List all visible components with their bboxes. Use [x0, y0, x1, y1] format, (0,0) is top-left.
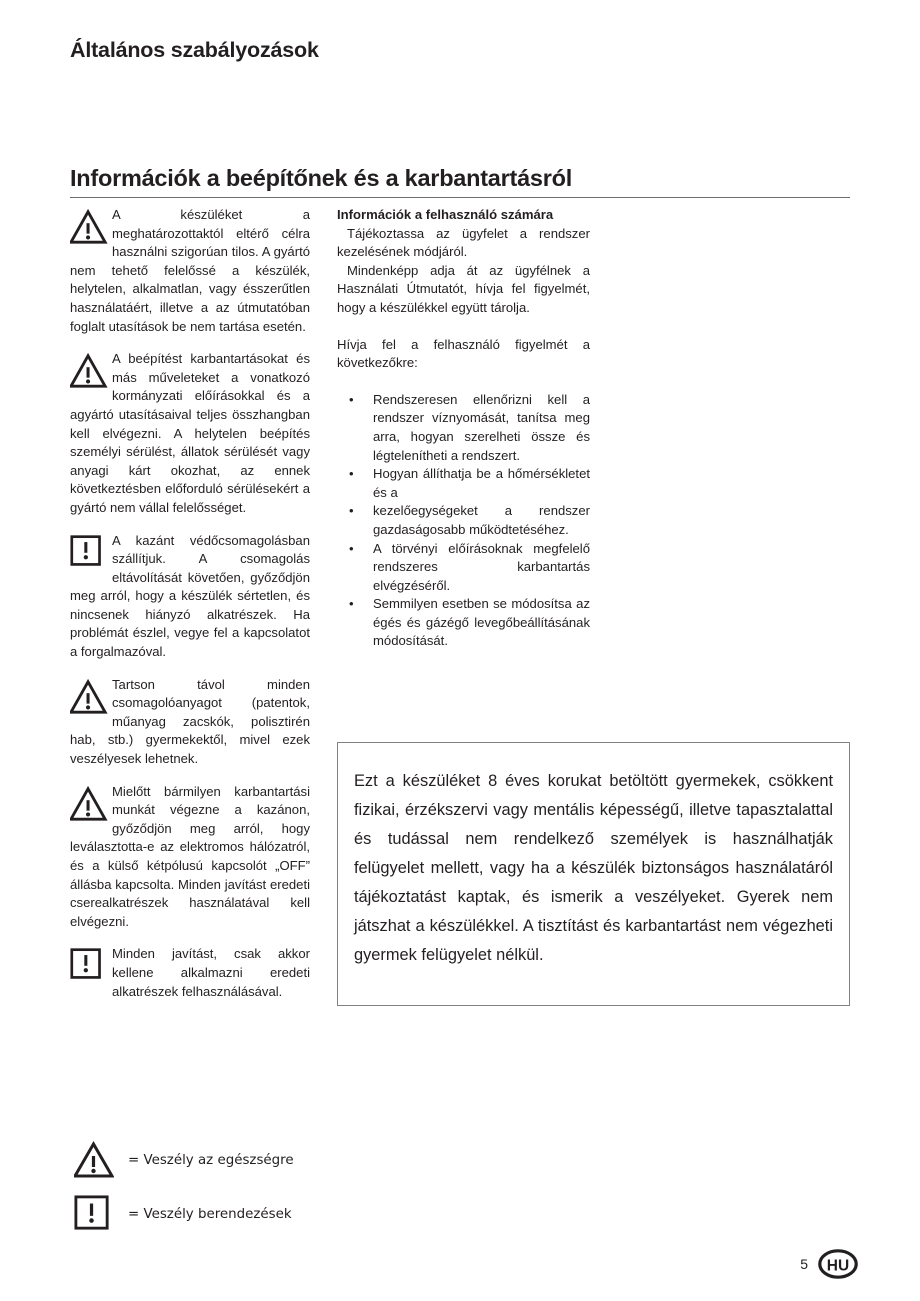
warning-triangle-icon [74, 1141, 114, 1179]
warning-paragraph [70, 945, 310, 1001]
legend-row-health-hazard [74, 1138, 494, 1182]
page-title: Információk a beépítőnek és a karbantartásról [70, 165, 573, 191]
paragraph-text: A beépítést karbantartásokat és más műveleteket a vonatkozó kormányzati előírásokkal és a agyártó utasításaival teljes összhangban kell elvégezni. A helytelen beépítés személyi sérülést, állatok sérülését vagy anyagi kárt okozhat, az ennek következtésben előforduló sérülésekért a gyártó nem vállal felelősséget. [70, 351, 310, 515]
paragraph-text: A kazánt védőcsomagolásban szállítjuk. A csomagolás eltávolítását követően, győződjön meg arról, hogy a készülék sértetlen, és nincsenek hiányzó alkatrészek. Ha problémát észlel, vegye fel a kapcsolatot a forgalmazóval. [70, 532, 310, 660]
title-divider [70, 197, 850, 198]
icon-legend [74, 1138, 494, 1246]
warning-triangle-icon [70, 352, 108, 390]
user-information-bullet-list [337, 391, 590, 651]
right-column-heading: Információk a felhasználó számára [337, 207, 554, 222]
paragraph-text: Minden javítást, csak akkor kellene alkalmazni eredeti alkatrészek felhasználásával. [112, 946, 310, 999]
list-item: • kezelőegységeket a rendszer gazdaságosabb működtetéséhez. [337, 502, 590, 539]
legend-label: = Veszély az egészségre [128, 1152, 294, 1168]
warning-triangle-icon [70, 785, 108, 823]
right-column-paragraph: Tájékoztassa az ügyfelet a rendszer kezelésének módjáról. [337, 225, 590, 260]
page-number: 5 [800, 1256, 808, 1272]
safety-note-text: Ezt a készüléket 8 éves korukat betöltött gyermekek, csökkent fizikai, érzékszervi vagy mentális képességű, illetve tapasztalattal és tudással nem rendelkező személyek is használhatják felügyelet mellett, vagy ha a készülék biztonságos használatáról tájékoztatást kaptak, és ismerik a veszélyeket. Gyerek nem játszhat a készülékkel. A tisztítást és karbantartást nem végezheti gyermek felügyelet nélkül. [354, 772, 833, 964]
paragraph-spacer [337, 318, 590, 336]
right-column-paragraph: Mindenképp adja át az ügyfélnek a Használati Útmutatót, hívja fel figyelmét, hogy a készülékkel együtt tárolja. [337, 262, 590, 315]
paragraph-text: Mielőtt bármilyen karbantartási munkát végezne a kazánon, győződjön meg arról, hogy leválasztotta-e az elektromos hálózatról, és a külső kétpólusú kapcsolót „OFF” állásba kapcsolta. Minden javítást eredeti cserealkatrészek használatával kell elvégezni. [70, 783, 310, 929]
right-column [337, 206, 590, 651]
bullet-list-intro: Hívja fel a felhasználó figyelmét a következőkre: [337, 336, 590, 371]
warning-paragraph [70, 532, 310, 662]
svg-text:HU: HU [826, 1257, 850, 1275]
list-item: • Rendszeresen ellenőrizni kell a rendszer víznyomását, tanítsa meg arra, hogyan szerelheti össze és légtelenítheti a rendszert. [337, 391, 590, 465]
paragraph-text: Tartson távol minden csomagolóanyagot (patentok, műanyag zacskók, polisztirén hab, stb.) gyermekektől, mivel ezek veszélyesek lehetnek. [70, 676, 310, 767]
list-item: • Semmilyen esetben se módosítsa az égés és gázégő levegőbeállításának módosítását. [337, 595, 590, 651]
warning-box-icon [70, 534, 108, 570]
paragraph-spacer [337, 373, 590, 391]
legend-label: = Veszély berendezések [128, 1206, 292, 1222]
paragraph-text: A készüléket a meghatározottaktól eltérő célra használni szigorúan tilos. A gyártó nem tehető felelőssé a készülék, helytelen, alkalmatlan, vagy ésszerűtlen használatáért, illetve a az útmutatóban foglalt utasítások be nem tartása esetén. [70, 207, 310, 334]
left-column [70, 206, 310, 1001]
list-item: • Hogyan állíthatja be a hőmérsékletet és a [337, 465, 590, 502]
safety-note-box [337, 742, 850, 1006]
warning-box-icon [70, 947, 108, 983]
page-footer [800, 1249, 858, 1279]
warning-box-icon [74, 1195, 114, 1233]
warning-triangle-icon [70, 208, 108, 246]
list-item: • A törvényi előírásoknak megfelelő rendszeres karbantartás elvégzéséről. [337, 540, 590, 596]
hu-country-badge-icon [818, 1249, 858, 1279]
warning-triangle-icon [70, 678, 108, 716]
running-head: Általános szabályozások [70, 38, 319, 62]
legend-row-equipment-hazard [74, 1192, 494, 1236]
warning-paragraph [70, 783, 310, 932]
warning-paragraph [70, 350, 310, 517]
warning-paragraph [70, 206, 310, 336]
warning-paragraph [70, 676, 310, 769]
